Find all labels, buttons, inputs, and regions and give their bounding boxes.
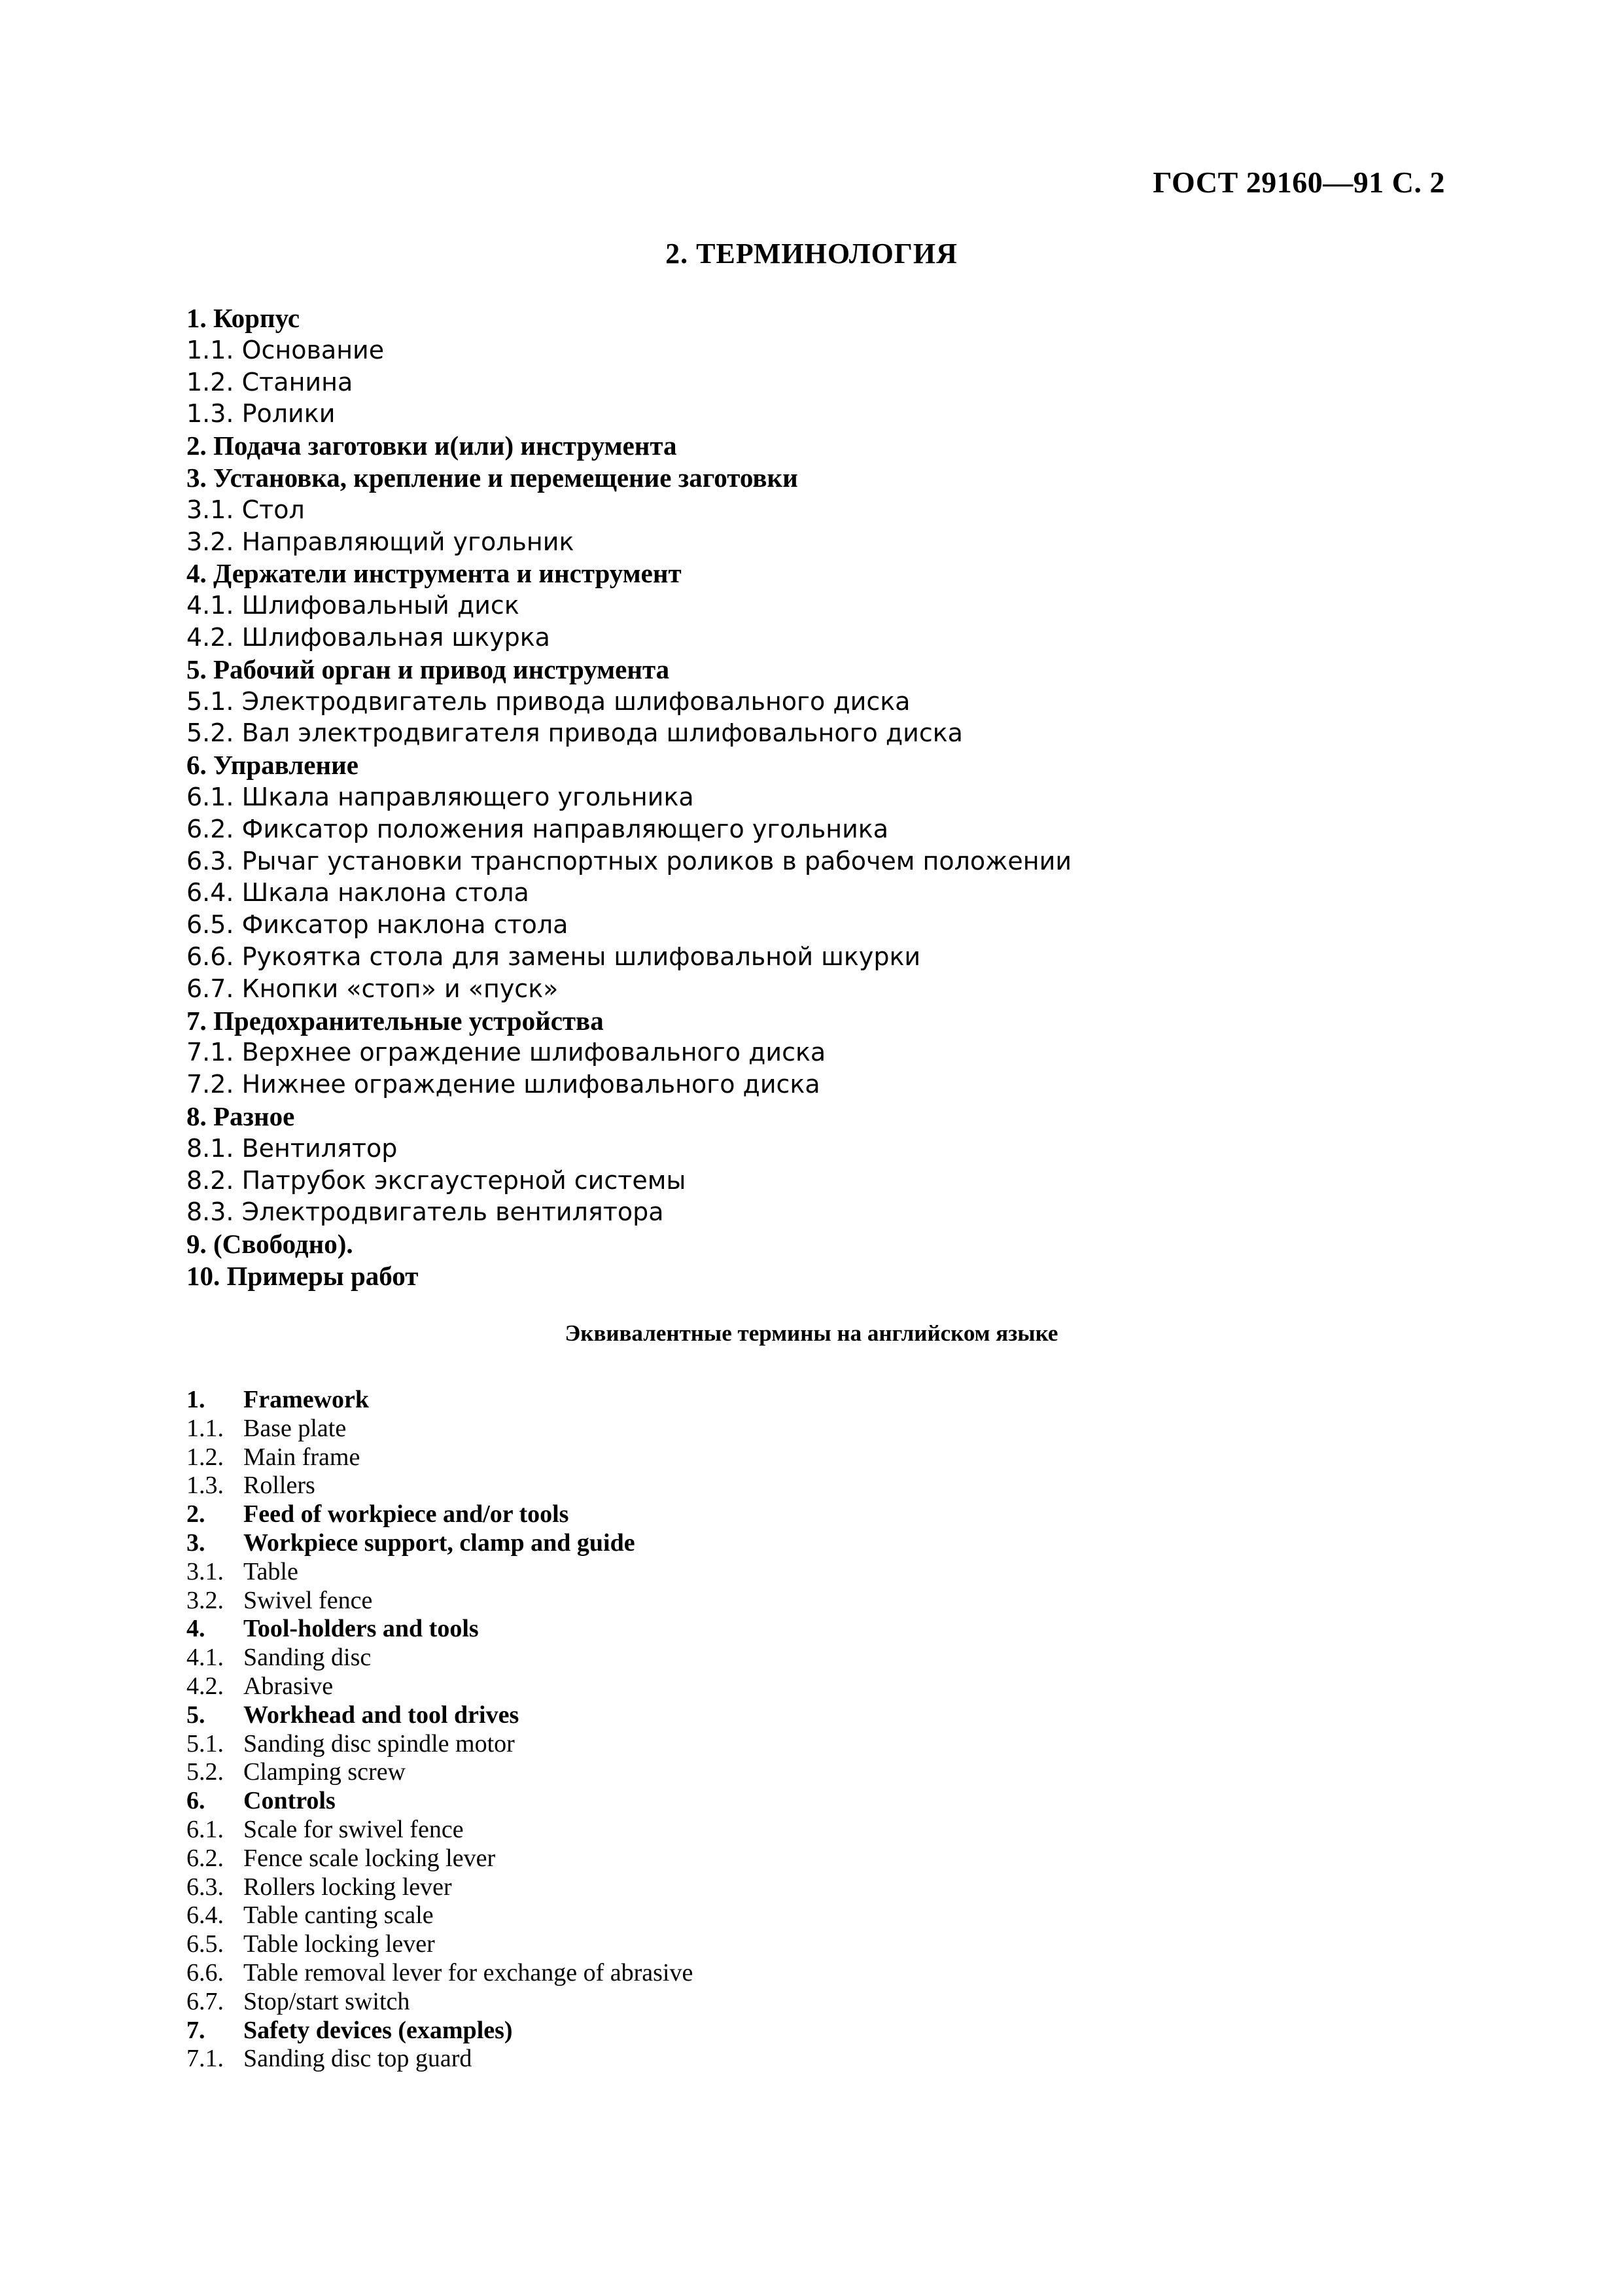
term-number: 8. <box>186 1101 207 1131</box>
term-number: 6.3. <box>186 1873 224 1901</box>
en-term-item <box>186 1386 693 1415</box>
term-number: 6.3. <box>186 846 234 875</box>
term-text: Вентилятор <box>241 1133 398 1163</box>
term-text: Feed of workpiece and/or tools <box>243 1500 569 1528</box>
en-term-item <box>186 1787 693 1816</box>
term-text: Разное <box>213 1101 295 1131</box>
term-text: Workpiece support, clamp and guide <box>243 1528 635 1557</box>
page-header-doc-ref: ГОСТ 29160—91 С. 2 <box>1153 166 1445 199</box>
term-text: Патрубок эксгаустерной системы <box>241 1165 686 1195</box>
term-number: 7. <box>186 2016 205 2044</box>
term-number: 1.3. <box>186 1472 224 1500</box>
term-number: 4. <box>186 558 207 589</box>
ru-term-item <box>186 973 1072 1005</box>
en-term-item <box>186 1529 693 1558</box>
term-number: 1.2. <box>186 1443 224 1471</box>
term-text: Sanding disc top guard <box>243 2045 472 2073</box>
term-text: Table canting scale <box>243 1901 434 1930</box>
term-number: 4.2. <box>186 1672 224 1700</box>
term-number: 8.1. <box>186 1133 234 1163</box>
term-text: Workhead and tool drives <box>243 1701 519 1729</box>
ru-term-item <box>186 462 1072 494</box>
term-text: Base plate <box>243 1414 347 1442</box>
term-text: Rollers locking lever <box>243 1873 452 1901</box>
en-term-item <box>186 1472 693 1500</box>
term-number: 7.1. <box>186 2045 224 2073</box>
en-term-item <box>186 1730 693 1759</box>
ru-term-item <box>186 526 1072 558</box>
term-number: 1. <box>186 303 207 333</box>
term-text: (Свободно). <box>213 1229 353 1260</box>
english-terms-subtitle: Эквивалентные термины на английском языке <box>565 1320 1058 1346</box>
term-text: Держатели инструмента и инструмент <box>213 558 682 589</box>
term-text: Main frame <box>243 1443 360 1471</box>
ru-term-item <box>186 1101 1072 1133</box>
term-text: Шлифовальный диск <box>241 591 519 620</box>
ru-term-item <box>186 1036 1072 1069</box>
term-text: Table <box>243 1557 298 1585</box>
term-text: Controls <box>243 1787 336 1815</box>
en-term-item <box>186 1443 693 1472</box>
term-number: 5.1. <box>186 1729 224 1757</box>
term-number: 4.1. <box>186 1644 224 1672</box>
en-term-item <box>186 1587 693 1616</box>
ru-term-item <box>186 334 1072 366</box>
term-text: Sanding disc spindle motor <box>243 1729 515 1757</box>
english-terms-list <box>186 1386 693 2074</box>
term-text: Scale for swivel fence <box>243 1815 464 1843</box>
ru-term-item <box>186 845 1072 877</box>
term-text: Нижнее ограждение шлифовального диска <box>241 1070 820 1099</box>
ru-term-item <box>186 1005 1072 1037</box>
en-term-item <box>186 2045 693 2074</box>
ru-term-item <box>186 622 1072 654</box>
ru-term-item <box>186 430 1072 462</box>
term-text: Основание <box>241 335 385 364</box>
term-text: Ролики <box>241 399 336 429</box>
term-number: 7.1. <box>186 1038 234 1067</box>
ru-term-item <box>186 1260 1072 1292</box>
term-number: 5.2. <box>186 718 234 748</box>
en-term-item <box>186 1988 693 2017</box>
ru-term-item <box>186 557 1072 590</box>
term-text: Корпус <box>213 303 300 333</box>
ru-term-item <box>186 1133 1072 1165</box>
term-number: 8.2. <box>186 1165 234 1195</box>
en-term-item <box>186 1845 693 1873</box>
term-text: Кнопки «стоп» и «пуск» <box>241 974 559 1003</box>
term-text: Рабочий орган и привод инструмента <box>213 654 670 684</box>
term-number: 3.1. <box>186 495 234 524</box>
ru-term-item <box>186 1196 1072 1228</box>
term-text: Стол <box>241 495 305 524</box>
term-number: 4. <box>186 1615 205 1643</box>
ru-term-item <box>186 494 1072 526</box>
term-number: 1.2. <box>186 367 234 397</box>
term-number: 6.4. <box>186 1901 224 1930</box>
en-term-item <box>186 1672 693 1701</box>
term-text: Вал электродвигателя привода шлифовального диска <box>241 718 963 748</box>
ru-term-item <box>186 1165 1072 1197</box>
term-text: Table locking lever <box>243 1930 435 1958</box>
term-text: Fence scale locking lever <box>243 1844 496 1872</box>
term-text: Tool-holders and tools <box>243 1615 479 1643</box>
term-number: 9. <box>186 1229 207 1260</box>
term-number: 5. <box>186 1701 205 1729</box>
ru-term-item <box>186 877 1072 909</box>
term-text: Rollers <box>243 1472 315 1500</box>
ru-term-item <box>186 941 1072 973</box>
en-term-item <box>186 1415 693 1443</box>
term-number: 6.1. <box>186 1815 224 1843</box>
ru-term-item <box>186 398 1072 430</box>
term-text: Фиксатор положения направляющего угольника <box>241 814 888 843</box>
ru-term-item <box>186 302 1072 334</box>
en-term-item <box>186 1758 693 1787</box>
term-text: Safety devices (examples) <box>243 2016 513 2044</box>
term-number: 1.1. <box>186 1414 224 1442</box>
term-text: Clamping screw <box>243 1758 406 1786</box>
en-term-item <box>186 1901 693 1930</box>
term-number: 7.2. <box>186 1070 234 1099</box>
term-number: 5.2. <box>186 1758 224 1786</box>
term-text: Stop/start switch <box>243 1987 410 2015</box>
term-number: 6.2. <box>186 814 234 843</box>
term-text: Рукоятка стола для замены шлифовальной шкурки <box>241 942 921 971</box>
ru-term-item <box>186 909 1072 941</box>
term-text: Электродвигатель привода шлифовального диска <box>241 686 911 716</box>
term-number: 6.6. <box>186 1958 224 1987</box>
ru-term-item <box>186 1228 1072 1260</box>
term-number: 1. <box>186 1386 205 1413</box>
term-text: Управление <box>213 750 358 781</box>
term-number: 3. <box>186 462 207 493</box>
en-term-item <box>186 1500 693 1529</box>
term-number: 1.1. <box>186 335 234 364</box>
en-term-item <box>186 1930 693 1959</box>
term-text: Станина <box>241 367 353 397</box>
ru-term-item <box>186 813 1072 845</box>
term-number: 6.5. <box>186 1930 224 1958</box>
section-title: 2. ТЕРМИНОЛОГИЯ <box>665 238 958 270</box>
ru-term-item <box>186 717 1072 749</box>
term-number: 6.6. <box>186 942 234 971</box>
term-text: Предохранительные устройства <box>213 1005 604 1036</box>
en-term-item <box>186 1959 693 1988</box>
term-text: Направляющий угольник <box>241 527 574 556</box>
term-text: Шкала направляющего угольника <box>241 782 694 811</box>
russian-terms-list <box>186 302 1072 1292</box>
term-number: 4.2. <box>186 622 234 652</box>
term-number: 10. <box>186 1260 220 1291</box>
en-term-item <box>186 1644 693 1672</box>
term-number: 6. <box>186 1787 205 1815</box>
term-number: 3.2. <box>186 1586 224 1614</box>
term-number: 6.4. <box>186 878 234 908</box>
term-text: Swivel fence <box>243 1586 373 1614</box>
ru-term-item <box>186 781 1072 813</box>
ru-term-item <box>186 366 1072 398</box>
term-text: Рычаг установки транспортных роликов в рабочем положении <box>241 846 1072 875</box>
term-text: Шлифовальная шкурка <box>241 622 550 652</box>
ru-term-item <box>186 590 1072 622</box>
term-number: 3.1. <box>186 1557 224 1585</box>
term-number: 2. <box>186 1500 205 1528</box>
term-text: Примеры работ <box>226 1260 419 1291</box>
en-term-item <box>186 1701 693 1730</box>
ru-term-item <box>186 749 1072 781</box>
term-number: 8.3. <box>186 1197 234 1227</box>
term-number: 6.2. <box>186 1844 224 1872</box>
term-number: 7. <box>186 1005 207 1036</box>
en-term-item <box>186 1816 693 1845</box>
term-text: Table removal lever for exchange of abrasive <box>243 1958 693 1987</box>
term-text: Framework <box>243 1386 370 1413</box>
term-text: Верхнее ограждение шлифовального диска <box>241 1038 826 1067</box>
term-text: Установка, крепление и перемещение заготовки <box>213 462 798 493</box>
ru-term-item <box>186 1069 1072 1101</box>
en-term-item <box>186 1615 693 1644</box>
term-text: Шкала наклона стола <box>241 878 529 908</box>
term-number: 6. <box>186 750 207 781</box>
term-number: 4.1. <box>186 591 234 620</box>
term-number: 6.7. <box>186 1987 224 2015</box>
en-term-item <box>186 2017 693 2045</box>
term-number: 5.1. <box>186 686 234 716</box>
term-number: 1.3. <box>186 399 234 429</box>
term-text: Sanding disc <box>243 1644 372 1672</box>
en-term-item <box>186 1558 693 1587</box>
term-text: Abrasive <box>243 1672 334 1700</box>
term-number: 3. <box>186 1528 205 1557</box>
term-number: 3.2. <box>186 527 234 556</box>
ru-term-item <box>186 686 1072 718</box>
ru-term-item <box>186 654 1072 686</box>
term-number: 5. <box>186 654 207 684</box>
term-text: Подача заготовки и(или) инструмента <box>213 431 677 461</box>
term-number: 6.5. <box>186 910 234 940</box>
term-text: Электродвигатель вентилятора <box>241 1197 664 1227</box>
term-number: 6.7. <box>186 974 234 1003</box>
term-number: 6.1. <box>186 782 234 811</box>
term-text: Фиксатор наклона стола <box>241 910 568 940</box>
term-number: 2. <box>186 431 207 461</box>
en-term-item <box>186 1873 693 1902</box>
